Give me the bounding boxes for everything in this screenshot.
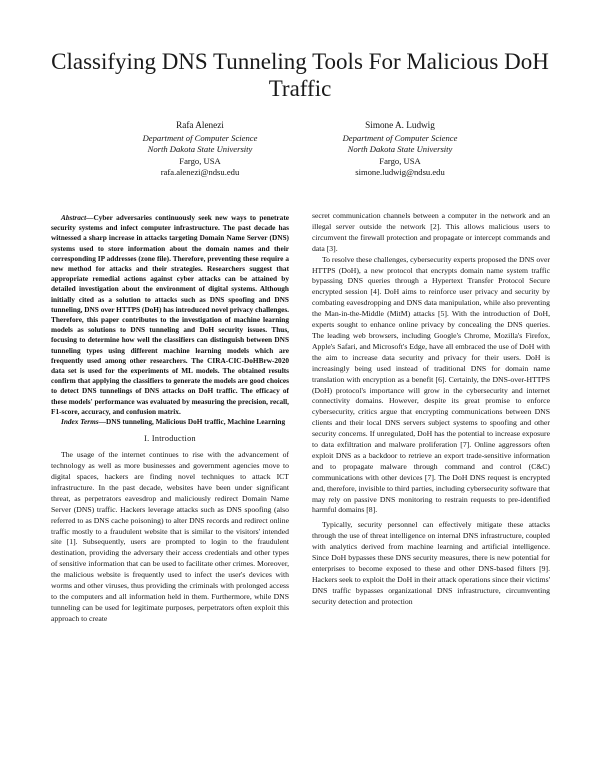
author-email: rafa.alenezi@ndsu.edu <box>160 167 240 177</box>
author-name: Rafa Alenezi <box>176 120 224 130</box>
left-column <box>51 213 289 625</box>
author-location: Fargo, USA <box>379 155 421 166</box>
paper-title: Classifying DNS Tunneling Tools For Malicious DoH Traffic <box>51 49 549 101</box>
body-paragraph: secret communication channels between a computer in the network and an illegal server outside the network [2]. This allows malicious users to circumvent the firewall protection and propagate or intercept commands and data [3]. <box>312 211 550 253</box>
index-terms <box>51 417 289 427</box>
author-name: Simone A. Ludwig <box>365 120 435 130</box>
abstract-text: —Cyber adversaries continuously seek new ways to penetrate security systems and infect computer infrastructure. The past decade has witnessed a sharp increase in attacks targeting Domain Name Server (DNS) systems used to store information about the domain names and their corresponding IP addresses (zone file). Therefore, preventing these require a new method for attacks and their strategies. Researchers suggest that appropriate remedial actions against cyber attacks can be attained by detailed investigation about the environment of digital systems. Although initially cited as a solution to attacks such as DNS spoofing and DNS tunneling, DNS over HTTPS (DoH) has introduced novel privacy challenges. Therefore, this paper contributes to the investigation of machine learning models as solutions to DNS tunneling and DoH security issues. Thus, focusing to determine how well the classifiers can distinguish between DNS tunneling types using different machine learning models which are frequently used among other researchers. The CIRA-CIC-DoHBrw-2020 data set is used for the experiments of ML models. The obtained results confirm that applying the classifiers to generate the models are good choices to detect DNS tunnelings of DNS attacks on DoH traffic. The efficacy of these models' performance was evaluated by measuring the precision, recall, F1-score, accuracy, and confusion matrix. <box>51 213 289 416</box>
body-paragraph: To resolve these challenges, cybersecurity experts proposed the DNS over HTTPS (DoH), a new protocol that encrypts domain name system traffic bypassing DNS queries through a Hypertext Transfer Protocol Secure encrypted session [4]. DoH aims to reinforce user privacy and security by combating eavesdropping and DNS data manipulation, while also preventing the Man-in-the-Middle (MitM) attacks [5]. With the introduction of DoH, experts sought to enhance online privacy by concealing the DNS queries. The leading web browsers, including Google's Chrome, Mozilla's Firefox, Apple's Safari, and Microsoft's Edge, have all embraced the use of DoH with the aim to increase data security and privacy for their users. DoH is increasingly being used instead of traditional DNS for domain name translation with encryption as a benefit [6]. Certainly, the DNS-over-HTTPS (DoH) protocol's importance will grow in the cybersecurity and internet connectivity domains. However, despite its great promise to enforce cybersecurity, critics argue that encrypting communications between DNS clients and their local DNS servers subject systems to spoofing and other security concerns. If unregulated, DoH has the potential to increase exposure to data exfiltration and malware proliferation [7]. Online aggressors often exploit DNS as a backdoor to retrieve an export trade-sensitive information and to propagate malware through command and control (C&C) communications with other devices [7]. The DoH DNS request is encrypted and, therefore, invisible to third parties, including cybersecurity software that may rely on passive DNS monitoring to restrain requests to pre-identified harmful domains [8]. <box>312 254 550 515</box>
section-heading: I. Introduction <box>144 434 196 444</box>
body-paragraph: Typically, security personnel can effectively mitigate these attacks through the use of threat intelligence on internal DNS infrastructure, coupled with analytics derived from machine learning and artificial intelligence. Since DoH bypasses these DNS security measures, there is new potential for enterprises to become exposed to these and other DNS-based filters [9]. Hackers seek to exploit the DoH in their attack operations since their victims' DNS traffic bypasses organizational DNS infrastructure, circumventing security detection and protection <box>312 520 550 606</box>
abstract-label: Abstract <box>61 213 87 222</box>
right-column <box>312 211 550 608</box>
author-department: Department of Computer Science <box>342 132 458 143</box>
author-university: North Dakota State University <box>347 144 453 154</box>
body-paragraph: The usage of the internet continues to rise with the advancement of technology as well as more businesses and government agencies move to digital spaces, hackers are finding novel techniques to attack ICT infrastructure. In the past decade, websites have been under significant threat, as perpetrators eavesdrop and maliciously redirect Domain Name Server (DNS) traffic. Hackers leverage attacks such as DNS spoofing (also referred to as DNS cache poisoning) to alter DNS records and redirect online traffic mostly to a fraudulent website that is similar to the visitors' intended site [1]. Subsequently, users are prompted to login to the fraudulent destination, providing the adversary their access credentials and other types of sensitive information that can be used to facilitate other crimes. Moreover, the malicious website is frequently used to infect the user's devices with worms and other viruses, thus providing the criminals with prolonged access to the computers and all information held in them. Furthermore, while DNS tunneling can be used for legitimate purposes, perpetrators often exploit this approach to create <box>51 450 289 623</box>
abstract <box>51 213 289 417</box>
author-university: North Dakota State University <box>147 144 253 154</box>
index-terms-label: Index Terms <box>61 417 99 427</box>
author-email: simone.ludwig@ndsu.edu <box>355 167 445 177</box>
author-block-2 <box>300 120 500 179</box>
author-block-1 <box>100 120 300 179</box>
author-location: Fargo, USA <box>179 155 221 166</box>
index-terms-text: —DNS tunneling, Malicious DoH traffic, Machine Learning <box>98 417 286 427</box>
author-department: Department of Computer Science <box>142 132 258 143</box>
